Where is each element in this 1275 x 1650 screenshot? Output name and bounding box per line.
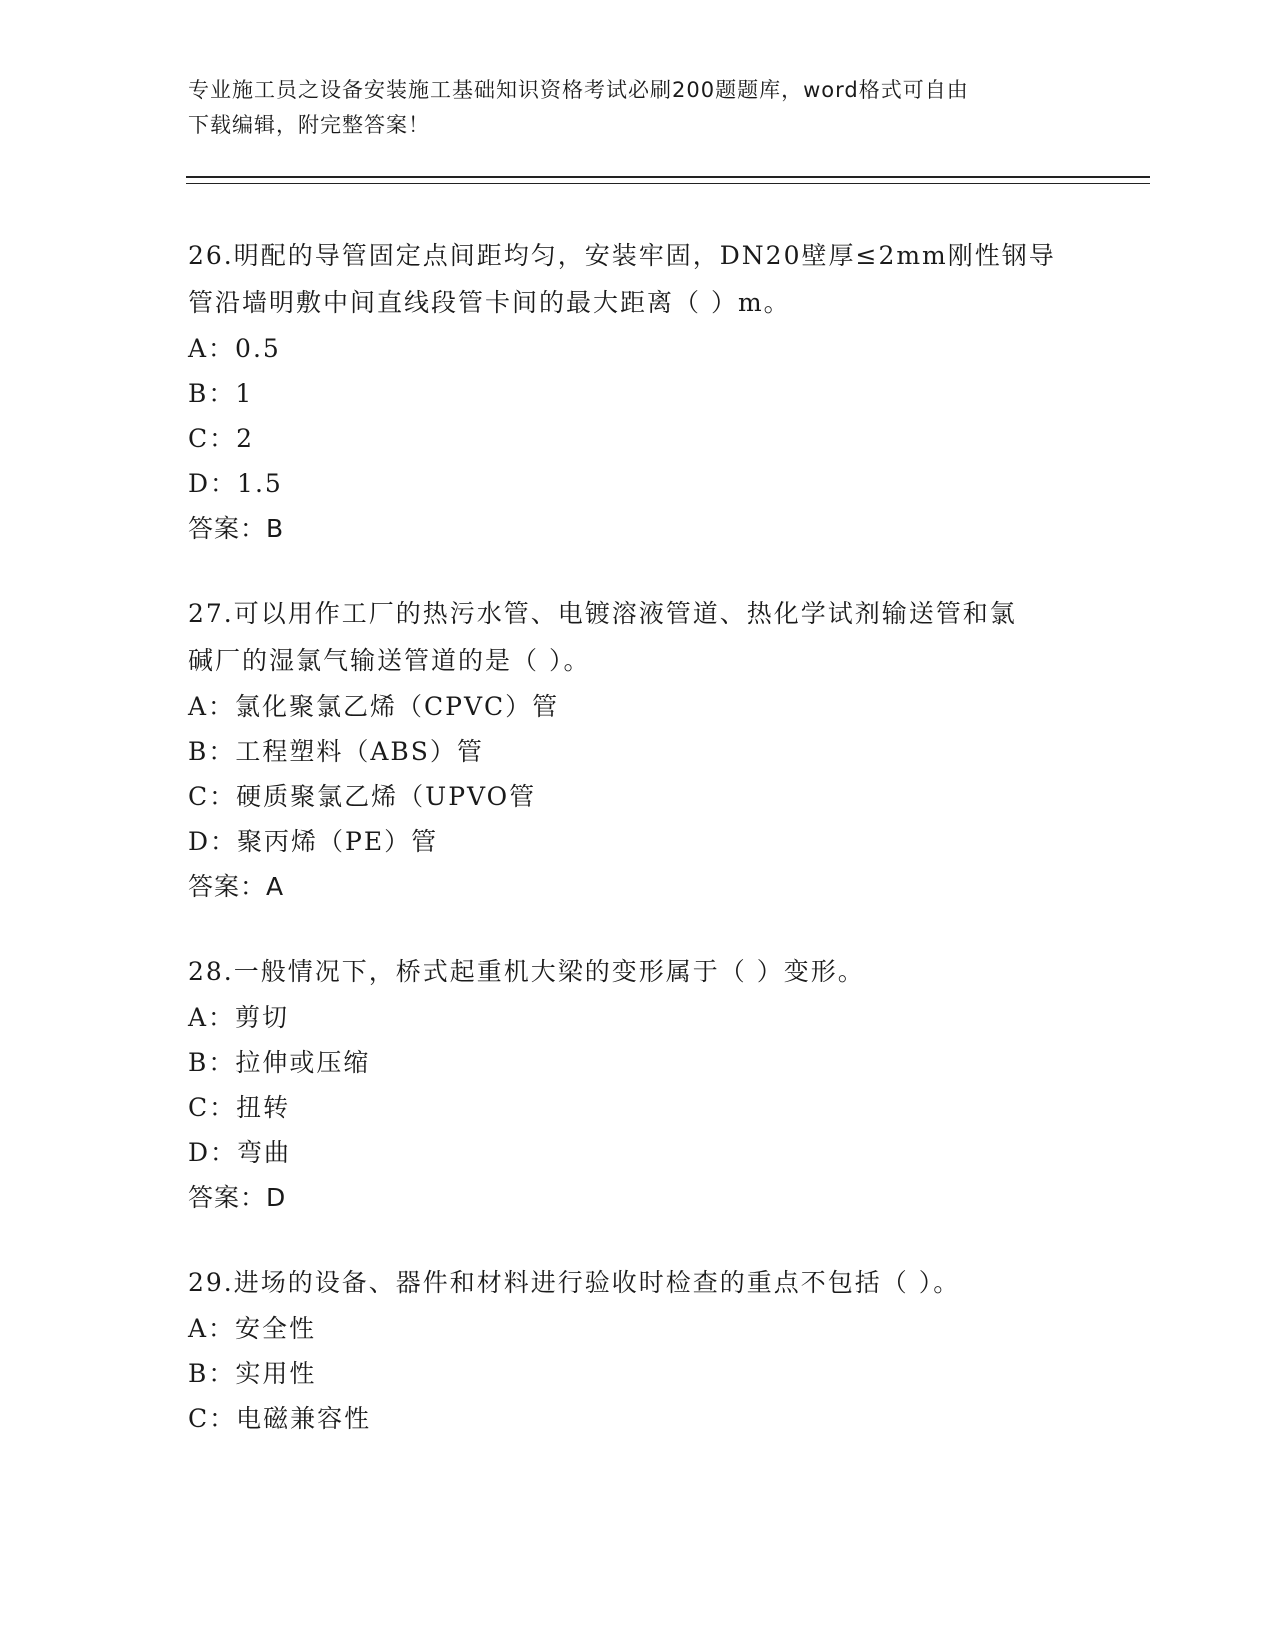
question-27	[188, 590, 1088, 910]
header-line-2: 下载编辑，附完整答案！	[188, 113, 430, 137]
option-b: B：实用性	[188, 1359, 317, 1388]
option-a: A：安全性	[188, 1314, 317, 1343]
question-28	[188, 948, 1088, 1221]
option-c: C：硬质聚氯乙烯（UPVO管	[188, 782, 537, 811]
option-a: A：剪切	[188, 1003, 290, 1032]
question-stem	[188, 948, 1088, 995]
header-line-1: 专业施工员之设备安装施工基础知识资格考试必刷200题题库，word格式可自由	[188, 78, 969, 102]
option-c: C：扭转	[188, 1093, 291, 1122]
stem-line: 管沿墙明敷中间直线段管卡间的最大距离（ ）m。	[188, 288, 791, 317]
question-stem	[188, 232, 1088, 326]
stem-line: 26.明配的导管固定点间距均匀，安装牢固，DN20壁厚≤2mm刚性钢导	[188, 241, 1056, 270]
option-b: B：1	[188, 379, 254, 408]
option-d: D：1.5	[188, 469, 283, 498]
question-26	[188, 232, 1088, 552]
question-29	[188, 1259, 1088, 1441]
option-c: C：电磁兼容性	[188, 1404, 372, 1433]
option-a: A：氯化聚氯乙烯（CPVC）管	[188, 692, 560, 721]
question-stem	[188, 1259, 1088, 1306]
option-d: D：聚丙烯（PE）管	[188, 827, 439, 856]
question-list	[188, 232, 1088, 1479]
option-d: D：弯曲	[188, 1138, 292, 1167]
question-stem	[188, 590, 1088, 684]
option-b: B：工程塑料（ABS）管	[188, 737, 484, 766]
header-divider	[186, 176, 1150, 184]
stem-line: 28.一般情况下，桥式起重机大梁的变形属于（ ）变形。	[188, 957, 865, 986]
stem-line: 碱厂的湿氯气输送管道的是（ ）。	[188, 646, 591, 675]
option-b: B：拉伸或压缩	[188, 1048, 371, 1077]
answer-line: 答案：A	[188, 872, 285, 901]
answer-line: 答案：D	[188, 1183, 287, 1212]
stem-line: 27.可以用作工厂的热污水管、电镀溶液管道、热化学试剂输送管和氯	[188, 599, 1017, 628]
option-c: C：2	[188, 424, 255, 453]
document-header	[188, 73, 1068, 143]
answer-line: 答案：B	[188, 514, 285, 543]
stem-line: 29.进场的设备、器件和材料进行验收时检查的重点不包括（ ）。	[188, 1268, 961, 1297]
option-a: A：0.5	[188, 334, 281, 363]
